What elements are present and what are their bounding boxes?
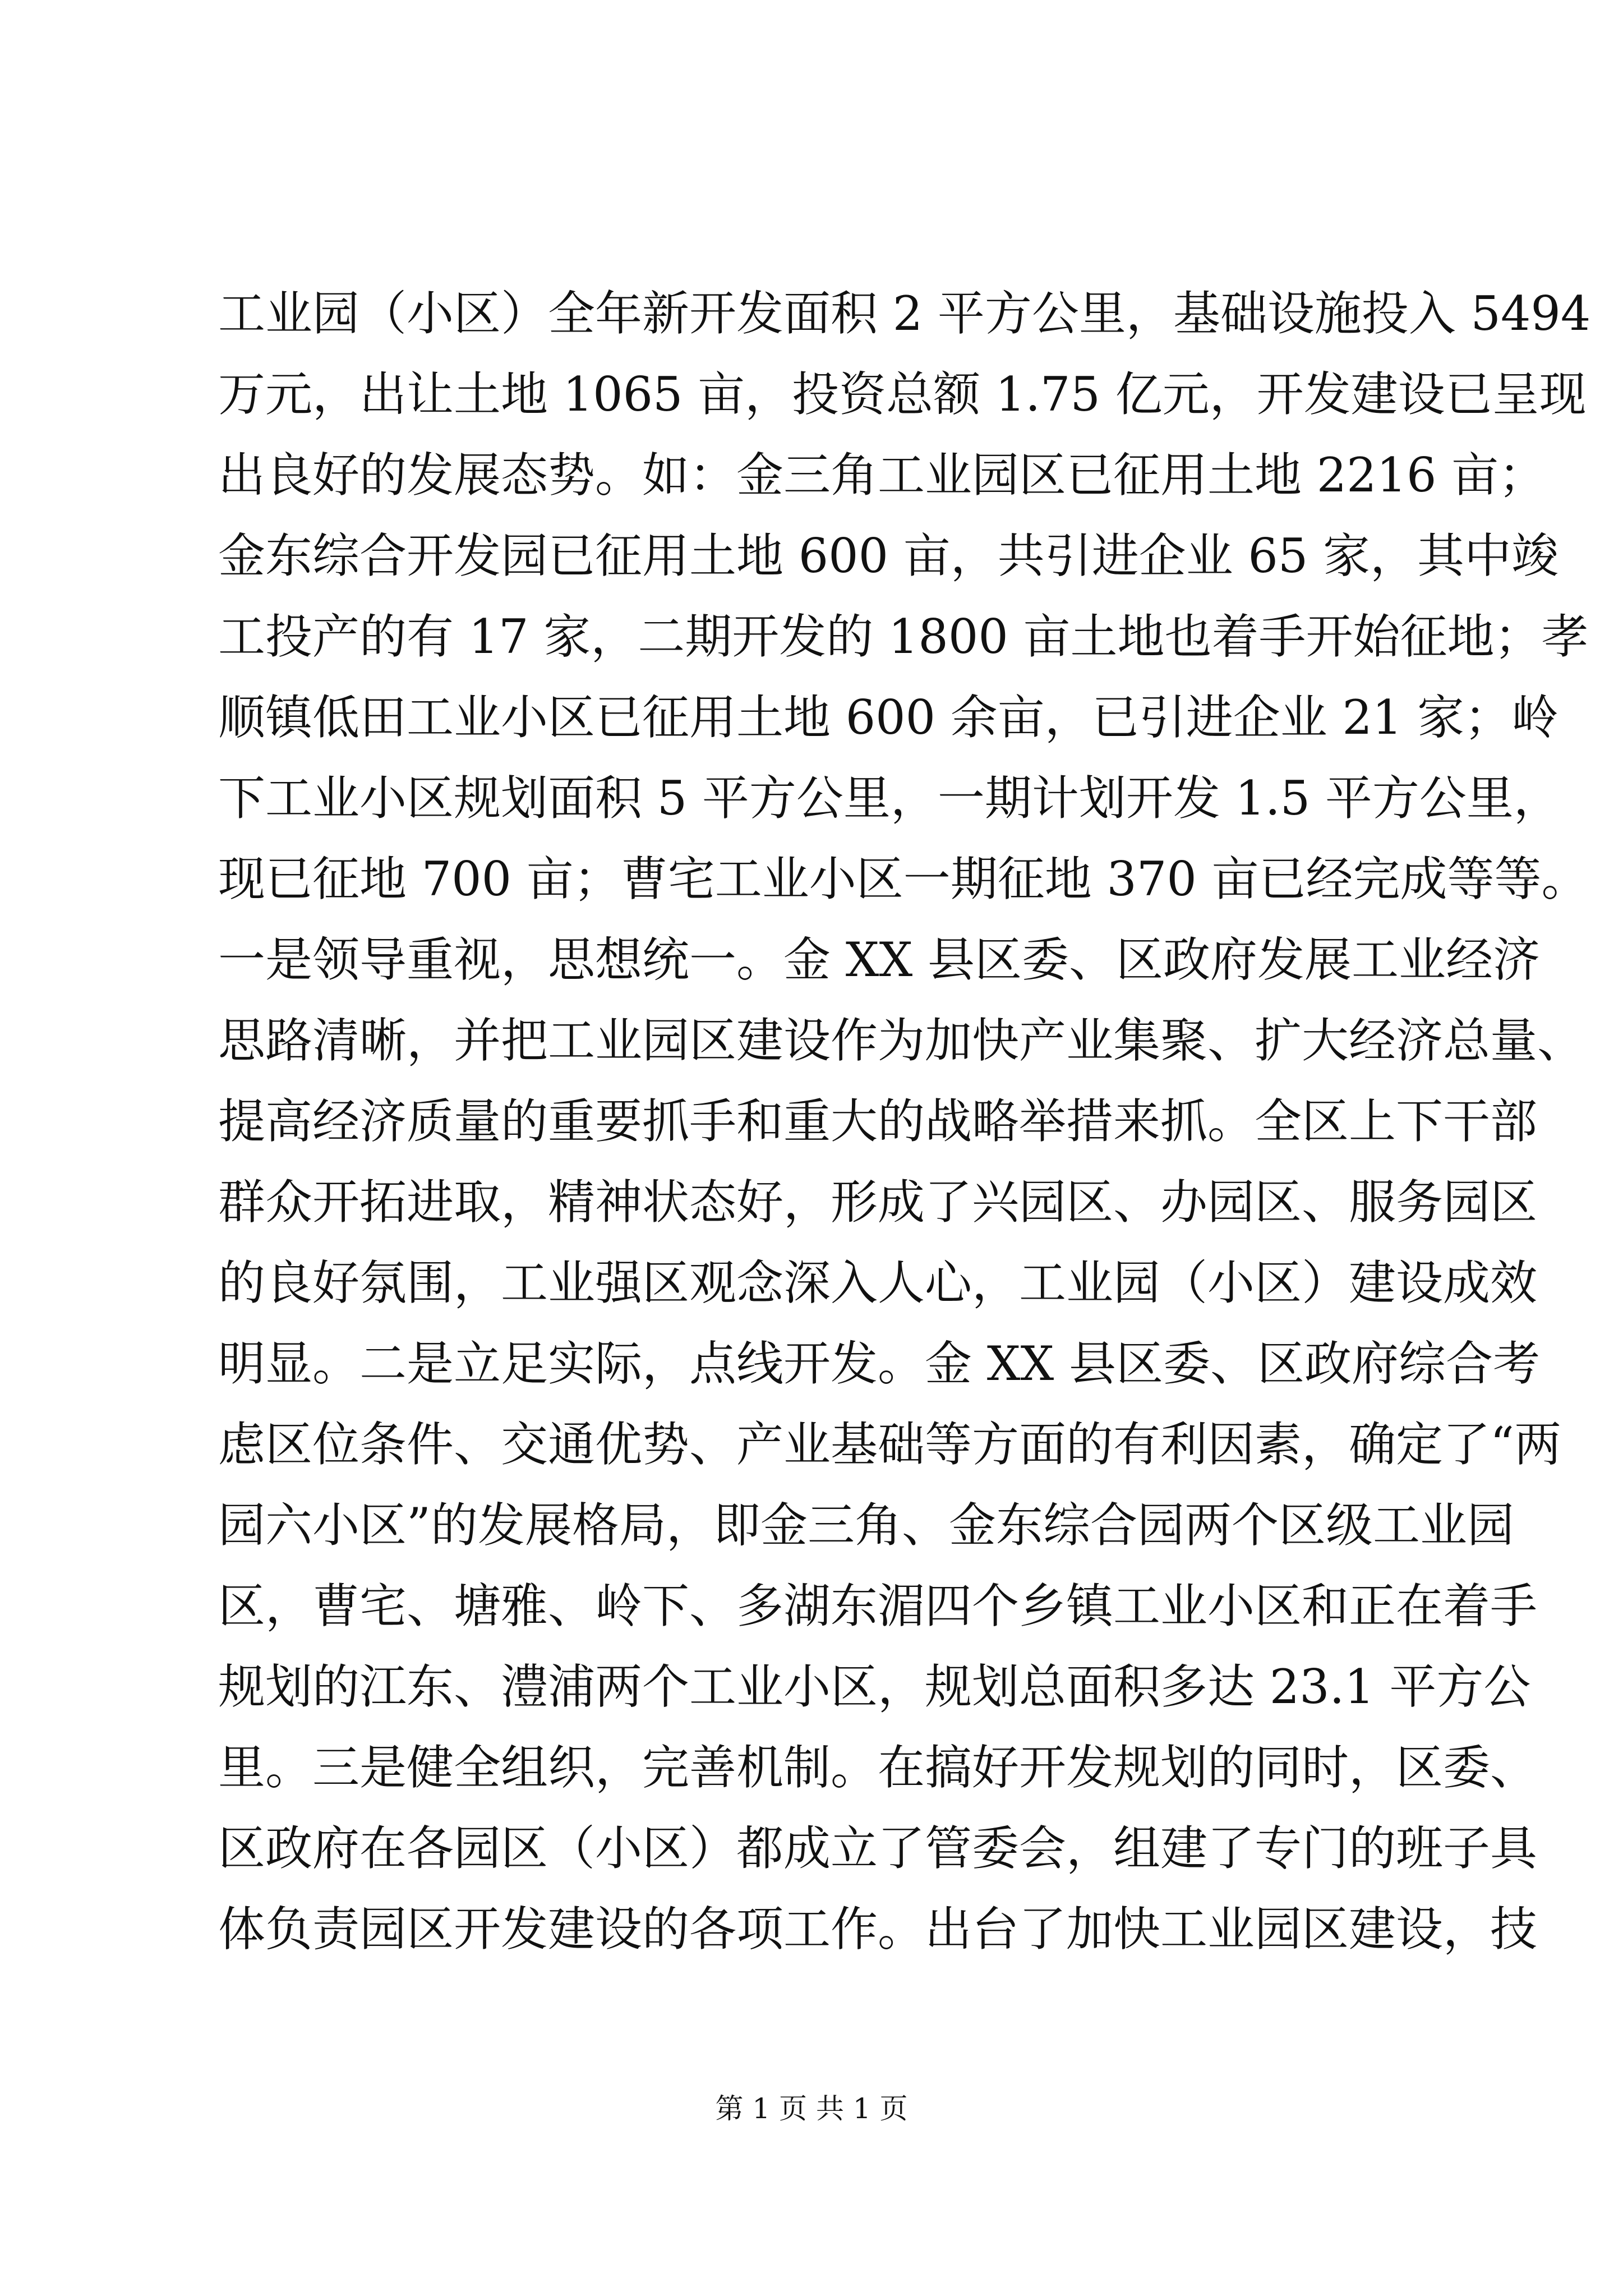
text-line: 群众开拓进取，精神状态好，形成了兴园区、办园区、服务园区 (218, 1175, 1538, 1230)
text-line: 提高经济质量的重要抓手和重大的战略举措来抓。全区上下干部 (218, 1094, 1538, 1149)
text-line: 现已征地 700 亩；曹宅工业小区一期征地 370 亩已经完成等等。 (218, 852, 1589, 907)
text-line: 万元，出让土地 1065 亩，投资总额 1.75 亿元，开发建设已呈现 (218, 367, 1587, 422)
text-line: 一是领导重视，思想统一。金 XX 县区委、区政府发展工业经济 (218, 932, 1541, 987)
text-line: 里。三是健全组织，完善机制。在搞好开发规划的同时，区委、 (218, 1740, 1538, 1795)
text-line: 虑区位条件、交通优势、产业基础等方面的有利因素，确定了“两 (218, 1417, 1561, 1472)
text-line: 区政府在各园区（小区）都成立了管委会，组建了专门的班子具 (218, 1821, 1538, 1876)
text-line: 工业园（小区）全年新开发面积 2 平方公里，基础设施投入 5494 (218, 286, 1591, 341)
text-line: 下工业小区规划面积 5 平方公里，一期计划开发 1.5 平方公里， (218, 771, 1561, 826)
text-line: 金东综合开发园已征用土地 600 亩，共引进企业 65 家，其中竣 (218, 528, 1559, 583)
text-line: 顺镇低田工业小区已征用土地 600 余亩，已引进企业 21 家；岭 (218, 690, 1559, 745)
text-line: 出良好的发展态势。如：金三角工业园区已征用土地 2216 亩； (218, 448, 1546, 503)
page-number-label: 第 1 页 共 1 页 (715, 2092, 908, 2125)
text-line: 规划的江东、澧浦两个工业小区，规划总面积多达 23.1 平方公 (218, 1659, 1531, 1714)
text-line: 思路清晰，并把工业园区建设作为加快产业集聚、扩大经济总量、 (218, 1013, 1585, 1068)
text-line: 园六小区”的发展格局，即金三角、金东综合园两个区级工业园 (218, 1498, 1514, 1553)
text-line: 工投产的有 17 家，二期开发的 1800 亩土地也着手开始征地；孝 (218, 609, 1589, 664)
body-text (218, 273, 1591, 1970)
text-line: 体负责园区开发建设的各项工作。出台了加快工业园区建设，技 (218, 1902, 1538, 1957)
text-line: 的良好氛围，工业强区观念深入人心，工业园（小区）建设成效 (218, 1255, 1538, 1310)
text-line: 区，曹宅、塘雅、岭下、多湖东湄四个乡镇工业小区和正在着手 (218, 1579, 1538, 1634)
page-footer (0, 2089, 1623, 2128)
text-line: 明显。二是立足实际，点线开发。金 XX 县区委、区政府综合考 (218, 1336, 1541, 1391)
